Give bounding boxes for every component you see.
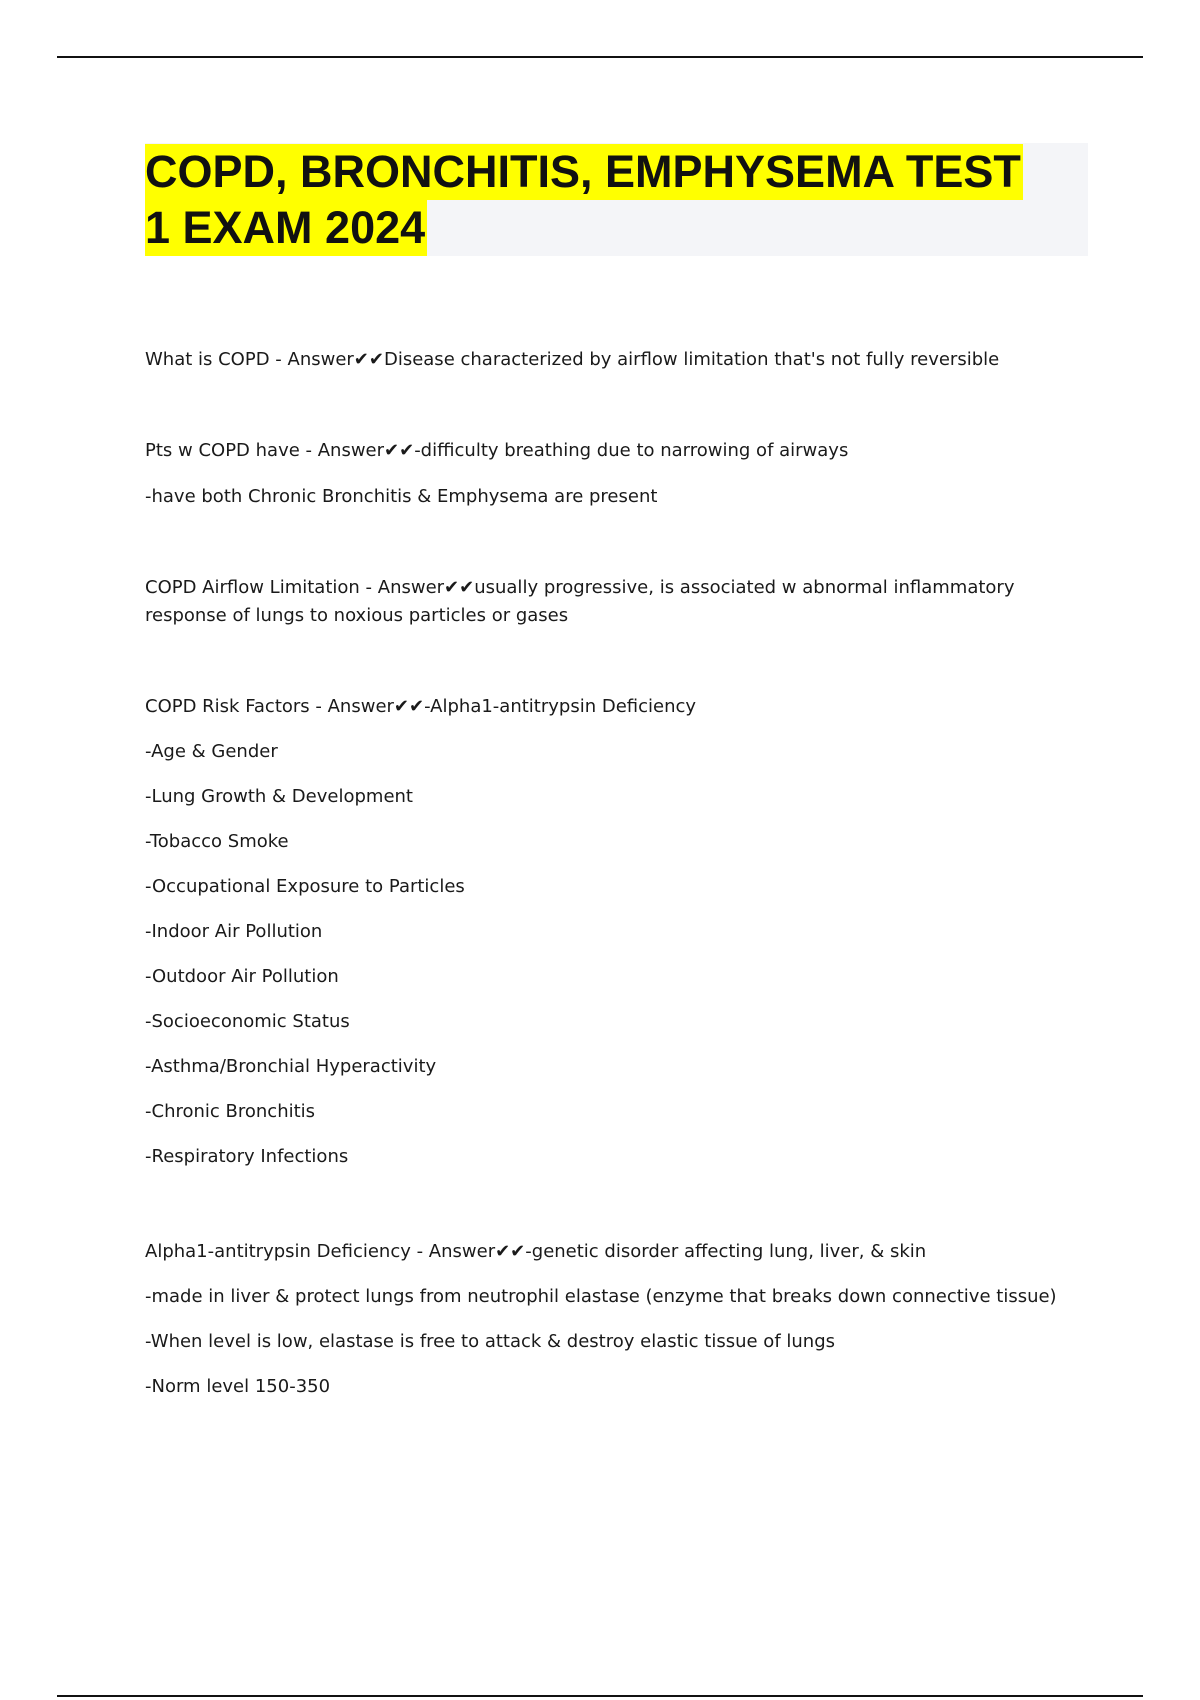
qa-line: -When level is low, elastase is free to attack & destroy elastic tissue of lungs (145, 1331, 836, 1352)
qa-item-pts-with-copd (145, 437, 1065, 511)
qa-item-alpha1-antitrypsin (145, 1238, 1065, 1401)
bottom-divider (57, 1695, 1143, 1697)
document-title-line-1: COPD, BRONCHITIS, EMPHYSEMA TEST (145, 144, 1023, 200)
qa-line: -Asthma/Bronchial Hyperactivity (145, 1056, 437, 1077)
qa-line: COPD Airflow Limitation - Answer✔✔usually progressive, is associated w abnormal inflammatory (145, 577, 1015, 598)
qa-item-risk-factors (145, 693, 1065, 1171)
document-title-line-2: 1 EXAM 2024 (145, 200, 427, 256)
qa-line: COPD Risk Factors - Answer✔✔-Alpha1-antitrypsin Deficiency (145, 696, 697, 717)
qa-line: Pts w COPD have - Answer✔✔-difficulty breathing due to narrowing of airways (145, 440, 849, 461)
qa-line: -Age & Gender (145, 741, 278, 762)
qa-item-what-is-copd (145, 346, 1065, 374)
qa-line: -Indoor Air Pollution (145, 921, 323, 942)
qa-line: -Tobacco Smoke (145, 831, 289, 852)
qa-line: response of lungs to noxious particles or gases (145, 605, 569, 626)
qa-line: -Respiratory Infections (145, 1146, 349, 1167)
qa-item-airflow-limitation (145, 574, 1065, 630)
qa-line: -Occupational Exposure to Particles (145, 876, 465, 897)
qa-line: -Outdoor Air Pollution (145, 966, 339, 987)
qa-line: -Socioeconomic Status (145, 1011, 350, 1032)
qa-line: -Lung Growth & Development (145, 786, 413, 807)
top-divider (57, 56, 1143, 58)
qa-line: -Norm level 150-350 (145, 1376, 331, 1397)
qa-line: -made in liver & protect lungs from neutrophil elastase (enzyme that breaks down connective tissue) (145, 1286, 1057, 1307)
qa-line: Alpha1-antitrypsin Deficiency - Answer✔✔-genetic disorder affecting lung, liver, & skin (145, 1241, 927, 1262)
qa-line: -have both Chronic Bronchitis & Emphysema are present (145, 486, 658, 507)
qa-line: -Chronic Bronchitis (145, 1101, 316, 1122)
qa-line: What is COPD - Answer✔✔Disease characterized by airflow limitation that's not fully reversible (145, 349, 1000, 370)
